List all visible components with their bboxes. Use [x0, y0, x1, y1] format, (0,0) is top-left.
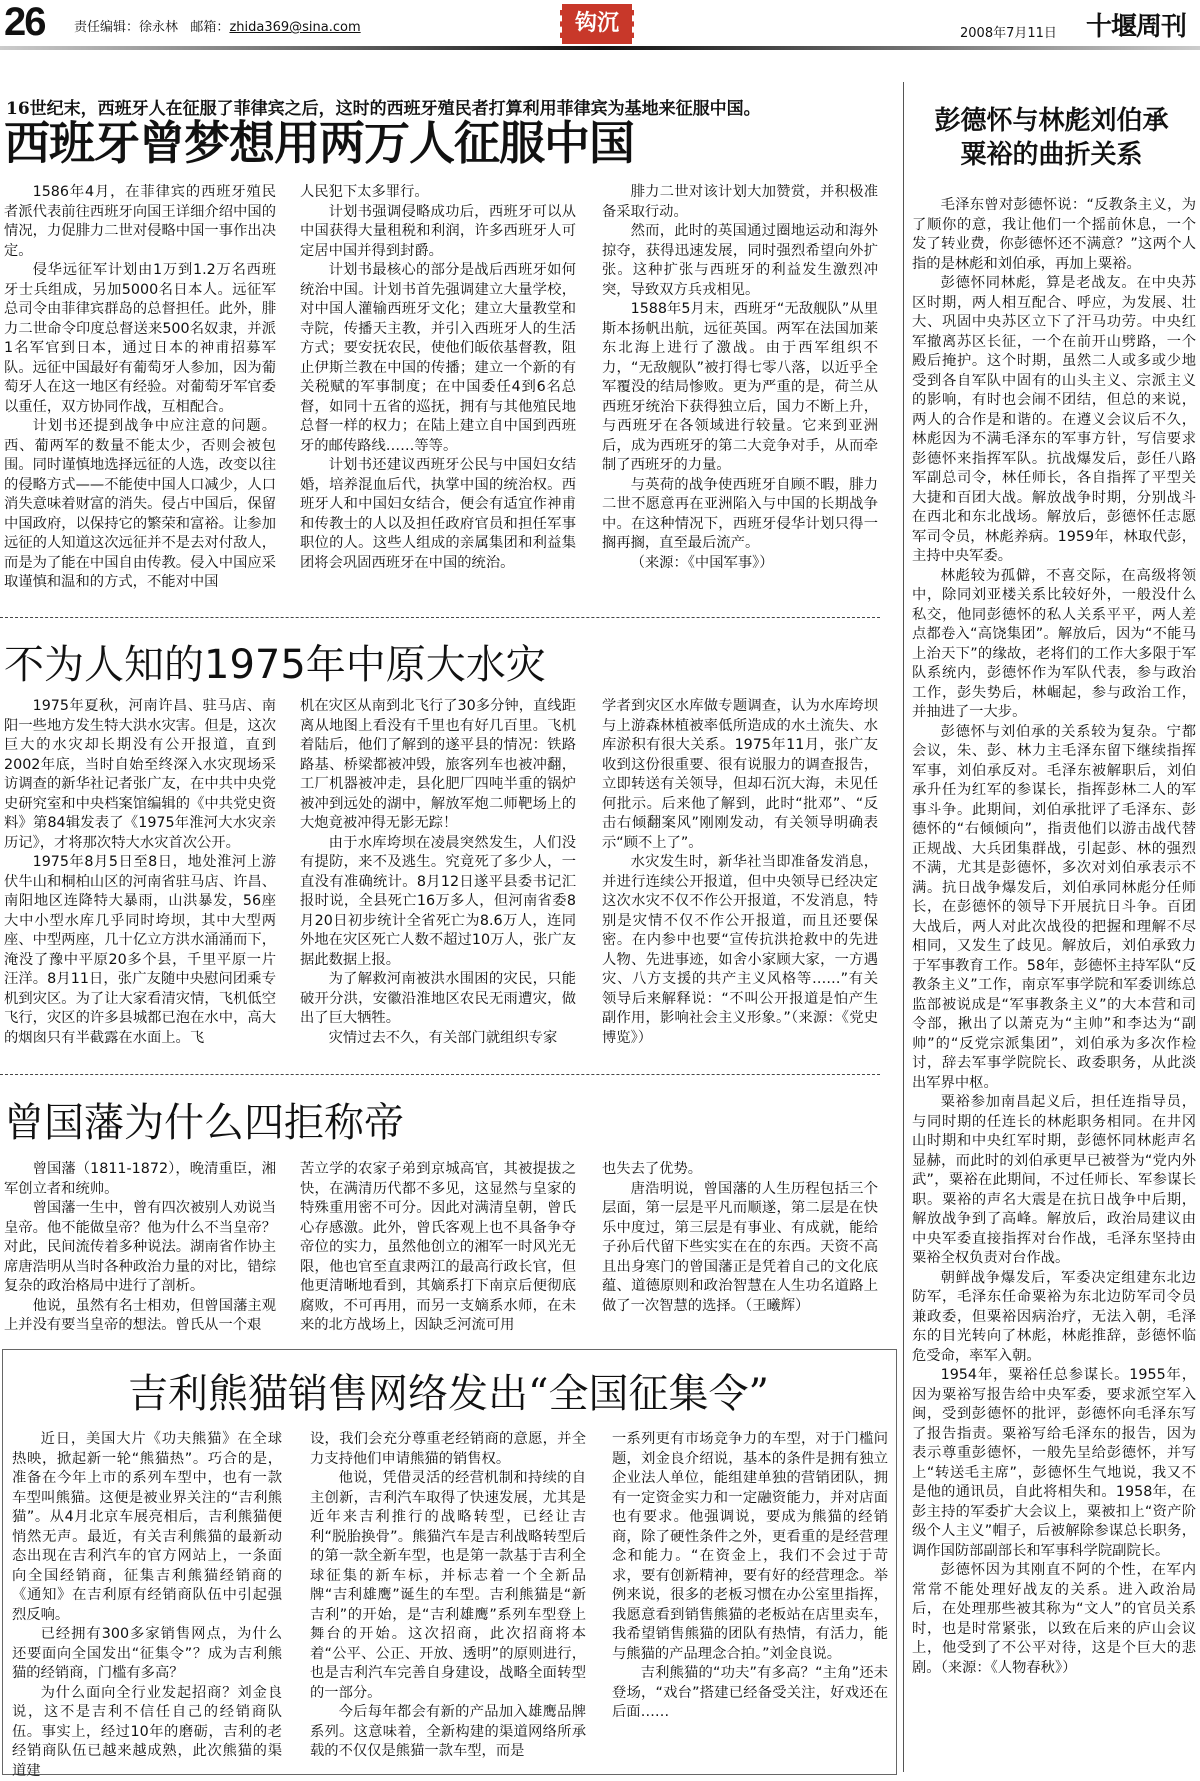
paragraph: 粟裕参加南昌起义后，担任连指导员，与同时期的任连长的林彪职务相同。在井冈山时期和中央红军时期，彭德怀同林彪声名显赫，而此时的刘伯承更早已被誉为“党内外武”，粟裕在此期间，不过任师长、军参谋长职。粟裕的声名大震是在抗日战争中后期，解放战争到了高峰。解放后，政治局建议由中央军委直接指挥对台作战，毛泽东坚持由粟裕全权负责对台作战。	[912, 1093, 1196, 1269]
header-rule	[0, 46, 1200, 50]
email-label: 邮箱：	[190, 20, 229, 35]
paragraph: 为什么面向全行业发起招商？刘金良说，这不是吉利不信任自己的经销商队伍。事实上，经过10年的磨砺，吉利的老经销商队伍已越来越成熟，此次熊猫的渠道建	[12, 1684, 282, 1781]
paragraph: 林彪较为孤僻，不喜交际，在高级将领中，除同刘亚楼关系比较好外，一般没什么私交，他同彭德怀的私人关系平平，两人差点都卷入“高饶集团”。解放后，因为“不能马上治天下”的缘故，老将们的工作大多限于军队系统内，彭德怀作为军队代表，参与政治工作，彭失势后，林崛起，参与政治工作，并抽进了一大步。	[912, 567, 1196, 723]
paragraph: （来源：《中国军事》）	[602, 554, 878, 574]
article-column	[602, 183, 878, 593]
article-column	[4, 697, 276, 1049]
paragraph: 灾情过去不久，有关部门就组织专家	[300, 1029, 576, 1049]
paragraph: 与英荷的战争使西班牙自顾不暇，腓力二世不愿意再在亚洲陷入与中国的长期战争中。在这种情况下，西班牙侵华计划只得一搁再搁，直至最后流产。	[602, 476, 878, 554]
article-column	[912, 196, 1196, 1772]
article-divider	[0, 617, 880, 618]
article-column	[4, 1160, 276, 1336]
paragraph: 1954年，粟裕任总参谋长。1955年，因为粟裕写报告给中央军委，要求派空军入闽，受到彭德怀的批评，彭德怀向毛泽东写了报告指责。粟裕写给毛泽东的报告，因为表示尊重彭德怀，一般先呈给彭德怀，并写上“转送毛主席”，彭德怀生气地说，我又不是他的通讯员，自此将相失和。1958年，在彭主持的军委扩大会议上，粟被扣上“资产阶级个人主义”帽子，后被解除参谋总长职务，调作国防部副部长和军事科学院副院长。	[912, 1366, 1196, 1561]
article-column	[602, 697, 878, 1049]
paragraph: 他说，凭借灵活的经营机制和持续的自主创新，吉利汽车取得了快速发展，尤其是近年来吉利推行的战略转型，已经让吉利“脱胎换骨”。熊猫汽车是吉利战略转型后的第一款全新车型，也是第一款基于吉利全球征集的新车标，并标志着一个全新品牌“吉利雄鹰”诞生的车型。吉利熊猫是“新吉利”的开始，是“吉利雄鹰”系列车型登上舞台的开始。这次招商，此次招商将本着“公平、公正、开放、透明”的原则进行，也是吉利汽车完善自身建设，战略全面转型的一部分。	[310, 1469, 586, 1703]
paragraph: 曾国藩一生中，曾有四次被别人劝说当皇帝。他不能做皇帝？他为什么不当皇帝？对此，民间流传着多种说法。湖南省作协主席唐浩明从当时各种政治力量的对比，错综复杂的政治格局中进行了剖析。	[4, 1199, 276, 1297]
paragraph: 设，我们会充分尊重老经销商的意愿，并全力支持他们申请熊猫的销售权。	[310, 1430, 586, 1469]
article-column	[602, 1160, 878, 1336]
paragraph: 朝鲜战争爆发后，军委决定组建东北边防军，毛泽东任命粟裕为东北边防军司令员兼政委，但粟裕因病治疗，无法入朝，毛泽东的目光转向了林彪，林彪推辞，彭德怀临危受命，率军入朝。	[912, 1269, 1196, 1367]
paragraph: 1586年4月，在菲律宾的西班牙殖民者派代表前往西班牙向国王详细介绍中国的情况，力促腓力二世对侵略中国一事作出决定。	[4, 183, 276, 261]
section-tag: 钩沉	[560, 4, 634, 44]
paragraph: 彭德怀同林彪，算是老战友。在中央苏区时期，两人相互配合、呼应，为发展、壮大、巩固中央苏区立下了汗马功劳。中央红军撤离苏区长征，一个在前开山劈路，一个殿后掩护。这个时期，虽然二人或多或少地受到各自军队中固有的山头主义、宗派主义的影响，有时也会闹不团结，但总的来说，两人的合作是和谐的。在遵义会议后不久，林彪因为不满毛泽东的军事方针，写信要求彭德怀来指挥军队。抗战爆发后，彭任八路军副总司令，林任师长，各自指挥了平型关大捷和百团大战。解放战争时期，分别战斗在西北和东北战场。解放后，彭德怀任志愿军司令员，林彪养病。1959年，林取代彭，主持中央军委。	[912, 274, 1196, 567]
page-number: 26	[4, 0, 45, 44]
title-line-1: 彭德怀与林彪刘伯承	[903, 104, 1200, 138]
paragraph: 机在灾区从南到北飞行了30多分钟，直线距离从地图上看没有千里也有好几百里。飞机着陆后，他们了解到的遂平县的情况：铁路路基、桥梁都被冲毁，旅客列车也被冲翻，工厂机器被冲走，县化肥厂四吨半重的锅炉被冲到远处的湖中，解放军炮二师靶场上的大炮竟被冲得无影无踪！	[300, 697, 576, 834]
article-column	[300, 697, 576, 1049]
paper-name: 十堰周刊	[1086, 6, 1186, 43]
column-divider	[903, 82, 904, 1772]
article-title: 西班牙曾梦想用两万人征服中国	[4, 116, 634, 170]
paragraph: 一系列更有市场竞争力的车型，对于门槛问题，刘金良介绍说，基本的条件是拥有独立企业法人单位，能组建单独的营销团队，拥有一定资金实力和一定融资能力，并对店面也有要求。他强调说，要成为熊猫的经销商，除了硬性条件之外，更看重的是经营理念和能力。“在资金上，我们不会过于苛求，要有创新精神，要有好的经营理念。举例来说，很多的老板习惯在办公室里指挥，我愿意看到销售熊猫的老板站在店里卖车，我希望销售熊猫的团队有热情，有活力，能与熊猫的产品理念合拍。”刘金良说。	[612, 1430, 888, 1664]
article-column	[300, 183, 576, 593]
paragraph: 计划书还建议西班牙公民与中国妇女结婚，培养混血后代，执掌中国的统治权。西班牙人和中国妇女结合，便会有适宜作神甫和传教士的人以及担任政府官员和担任军事职位的人。这些人组成的亲属集团和利益集团将会巩固西班牙在中国的统治。	[300, 456, 576, 573]
paragraph: 吉利熊猫的“功夫”有多高？“主角”还未登场，“戏台”搭建已经备受关注，好戏还在后面……	[612, 1664, 888, 1723]
paragraph: 计划书还提到战争中应注意的问题。西、葡两军的数量不能太少，否则会被包围。同时谨慎地选择远征的人选，改变以往的侵略方式——不能使中国人口减少，人口消失意味着财富的消失。侵占中国后，保留中国政府，以保持它的繁荣和富裕。让参加远征的人知道这次远征并不是去对付敌人，而是为了能在中国自由传教。侵入中国应采取谨慎和温和的方式，不能对中国	[4, 417, 276, 593]
paragraph: 1975年8月5日至8日，地处淮河上游伏牛山和桐柏山区的河南省驻马店、许昌、南阳地区连降特大暴雨，山洪暴发，56座大中小型水库几乎同时垮坝，其中大型两座、中型两座，几十亿立方洪水涌涌而下，淹没了豫中平原20多个县，千里平原一片汪洋。8月11日，张广友随中央慰问团乘专机到灾区。为了让大家看清灾情，飞机低空飞行，灾区的许多县城都已泡在水中，高大的烟囱只有半截露在水面上。飞	[4, 853, 276, 1048]
editor-name: 责任编辑：徐永林	[74, 20, 178, 35]
paragraph: 然而，此时的英国通过圈地运动和海外掠夺，获得迅速发展，同时强烈希望向外扩张。这种扩张与西班牙的利益发生激烈冲突，导致双方兵戎相见。	[602, 222, 878, 300]
paragraph: 腓力二世对该计划大加赞赏，并积极准备采取行动。	[602, 183, 878, 222]
paragraph: 1975年夏秋，河南许昌、驻马店、南阳一些地方发生特大洪水灾害。但是，这次巨大的水灾却长期没有公开报道，直到2002年底，当时自始至终深入水灾现场采访调查的新华社记者张广友，在中共中央党史研究室和中央档案馆编辑的《中共党史资料》第84辑发表了《1975年淮河大水灾亲历记》，才将那次特大水灾首次公开。	[4, 697, 276, 853]
paragraph: 彭德怀与刘伯承的关系较为复杂。宁都会议，朱、彭、林力主毛泽东留下继续指挥军事，刘伯承反对。毛泽东被解职后，刘伯承升任为红军的参谋长，指挥彭林二人的军事斗争。此期间，刘伯承批评了毛泽东、彭德怀的“右倾倾向”，指责他们以游击战代替正规战、大兵团集群战，引起彭、林的强烈不满，尤其是彭德怀，多次对刘伯承表示不满。抗日战争爆发后，刘伯承同林彪分任师长，在彭德怀的领导下开展抗日斗争。百团大战后，两人对此次战役的把握和理解不尽相同，又发生了歧见。解放后，刘伯承致力于军事教育工作。58年，彭德怀主持军队“反教条主义”工作，南京军事学院和军委训练总监部被说成是“军事教条主义”的大本营和司令部，揪出了以萧克为“主帅”和李达为“副帅”的“反党宗派集团”，刘伯承为多次作检讨，辞去军事学院院长、政委职务，从此淡出军界中枢。	[912, 723, 1196, 1094]
article-column	[612, 1430, 888, 1770]
paragraph: 学者到灾区水库做专题调查，认为水库垮坝与上游森林植被率低所造成的水土流失、水库淤积有很大关系。1975年11月，张广友收到这份很重要、很有说服力的调查报告，立即转送有关领导，但却石沉大海，未见任何批示。后来他了解到，此时“批邓”、“反击右倾翻案风”刚刚发动，有关领导明确表示“顾不上了”。	[602, 697, 878, 853]
title-line-2: 粟裕的曲折关系	[903, 138, 1200, 172]
paragraph: 今后每年都会有新的产品加入雄鹰品牌系列。这意味着，全新构建的渠道网络所承载的不仅仅是熊猫一款车型，而是	[310, 1703, 586, 1762]
paragraph: 计划书最核心的部分是战后西班牙如何统治中国。计划书首先强调建立大量学校，对中国人灌输西班牙文化；建立大量教堂和寺院，传播天主教，并引入西班牙人的生活方式；要安抚农民，使他们皈依基督教，阻止伊斯兰教在中国的传播；建立一个新的有关税赋的军事制度；在中国委任4到6名总督，如同十五省的巡抚，拥有与其他殖民地总督一样的权力；在陆上建立自中国到西班牙的邮传路线……等等。	[300, 261, 576, 456]
paragraph: 他说，虽然有名士相劝，但曾国藩主观上并没有要当皇帝的想法。曾氏从一个艰	[4, 1297, 276, 1336]
paragraph: 曾国藩（1811-1872），晚清重臣，湘军创立者和统帅。	[4, 1160, 276, 1199]
paragraph: 苦立学的农家子弟到京城高官，其被提拔之快，在满清历代都不多见，这显然与皇家的特殊重用密不可分。因此对满清皇朝，曾氏心存感激。此外，曾氏客观上也不具备争夺帝位的实力，虽然他创立的湘军一时风光无限，他也官至直隶两江的最高行政长官，但他更清晰地看到，其嫡系打下南京后便彻底腐败，不可再用，而另一支嫡系水师，在未来的北方战场上，因缺乏河流可用	[300, 1160, 576, 1336]
paragraph: 为了解救河南被洪水围困的灾民，只能破开分洪，安徽沿淮地区农民无雨遭灾，做出了巨大牺牲。	[300, 970, 576, 1029]
article-column	[300, 1160, 576, 1336]
sidebar-article-title	[903, 104, 1200, 172]
paragraph: 已经拥有300多家销售网点，为什么还要面向全国发出“征集令”？成为吉利熊猫的经销商，门槛有多高？	[12, 1625, 282, 1684]
paragraph: 水灾发生时，新华社当即准备发消息，并进行连续公开报道，但中央领导已经决定这次水灾不仅不作公开报道，不发消息，特别是灾情不仅不作公开报道，而且还要保密。在内参中也要“宣传抗洪抢救中的先进人物、先进事迹，如舍小家顾大家，一方遇灾、八方支援的共产主义风格等……”有关领导后来解释说：“不叫公开报道是怕产生副作用，影响社会主义形象。”（来源：《党史博览》）	[602, 853, 878, 1048]
article-column	[310, 1430, 586, 1770]
paragraph: 1588年5月末，西班牙“无敌舰队”从里斯本扬帆出航，远征英国。两军在法国加莱东北海上进行了激战。由于西军组织不力，“无敌舰队”被打得七零八落，以近乎全军覆没的结局惨败。更为严重的是，荷兰从西班牙统治下获得独立后，国力不断上升，与西班牙在各领域进行较量。它来到亚洲后，成为西班牙的第二大竞争对手，从而牵制了西班牙的力量。	[602, 300, 878, 476]
email-link[interactable]: zhida369@sina.com	[229, 20, 360, 35]
paragraph: 由于水库垮坝在凌晨突然发生，人们没有提防，来不及逃生。究竟死了多少人，一直没有准确统计。8月12日遂平县委书记汇报时说，全县死亡16万多人，但河南省委8月20日初步统计全省死亡为8.6万人，连同外地在灾区死亡人数不超过10万人，张广友据此数据上报。	[300, 834, 576, 971]
paragraph: 计划书强调侵略成功后，西班牙可以从中国获得大量租税和利润，许多西班牙人可定居中国并得到封爵。	[300, 203, 576, 262]
paragraph: 毛泽东曾对彭德怀说：“反教条主义，为了顺你的意，我让他们一个摇前休息，一个发了转业费，你彭德怀还不满意？”这两个人指的是林彪和刘伯承，再加上粟裕。	[912, 196, 1196, 274]
editor-info	[74, 16, 361, 35]
paragraph: 人民犯下太多罪行。	[300, 183, 576, 203]
paragraph: 也失去了优势。	[602, 1160, 878, 1180]
article-title: 吉利熊猫销售网络发出“全国征集令”	[0, 1370, 897, 1418]
paragraph: 彭德怀因为其刚直不阿的个性，在军内常常不能处理好战友的关系。进入政治局后，在处理那些被其称为“文人”的官员关系时，也是时常紧张，以致在后来的庐山会议上，他受到了不公平对待，这是个巨大的悲剧。（来源：《人物春秋》）	[912, 1561, 1196, 1678]
article-column	[4, 183, 276, 593]
article-title: 曾国藩为什么四拒称帝	[4, 1100, 404, 1146]
page-header	[0, 0, 1200, 46]
paragraph: 近日，美国大片《功夫熊猫》在全球热映，掀起新一轮“熊猫热”。巧合的是，准备在今年上市的系列车型中，也有一款车型叫熊猫。这便是被业界关注的“吉利熊猫”。从4月北京车展亮相后，吉利熊猫便悄然无声。最近，有关吉利熊猫的最新动态出现在吉利汽车的官方网站上，一条面向全国经销商，征集吉利熊猫经销商的《通知》在吉利原有经销商队伍中引起强烈反响。	[12, 1430, 282, 1625]
paragraph: 唐浩明说，曾国藩的人生历程包括三个层面，第一层是平凡而顺遂，第二层是在快乐中度过，第三层是有事业、有成就，能给子孙后代留下些实实在在的东西。天资不高且出身寒门的曾国藩正是凭着自己的文化底蕴、道德原则和政治智慧在人生功名道路上做了一次智慧的选择。（王曦辉）	[602, 1180, 878, 1317]
article-divider	[0, 1074, 880, 1075]
article-title: 不为人知的1975年中原大水灾	[4, 642, 546, 688]
article-column	[12, 1430, 282, 1770]
article-subtitle: 16世纪末，西班牙人在征服了菲律宾之后，这时的西班牙殖民者打算利用菲律宾为基地来征服中国。	[6, 94, 761, 119]
paragraph: 侵华远征军计划由1万到1.2万名西班牙士兵组成，另加5000名日本人。远征军总司令由菲律宾群岛的总督担任。此外，腓力二世命令印度总督送来500名奴隶，并派1名军官到日本，通过日本的神甫招募军队。远征中国最好有葡萄牙人参加，因为葡萄牙人在这一地区有经验。对葡萄牙军官委以重任，双方协同作战，互相配合。	[4, 261, 276, 417]
issue-date: 2008年7月11日	[960, 22, 1057, 41]
